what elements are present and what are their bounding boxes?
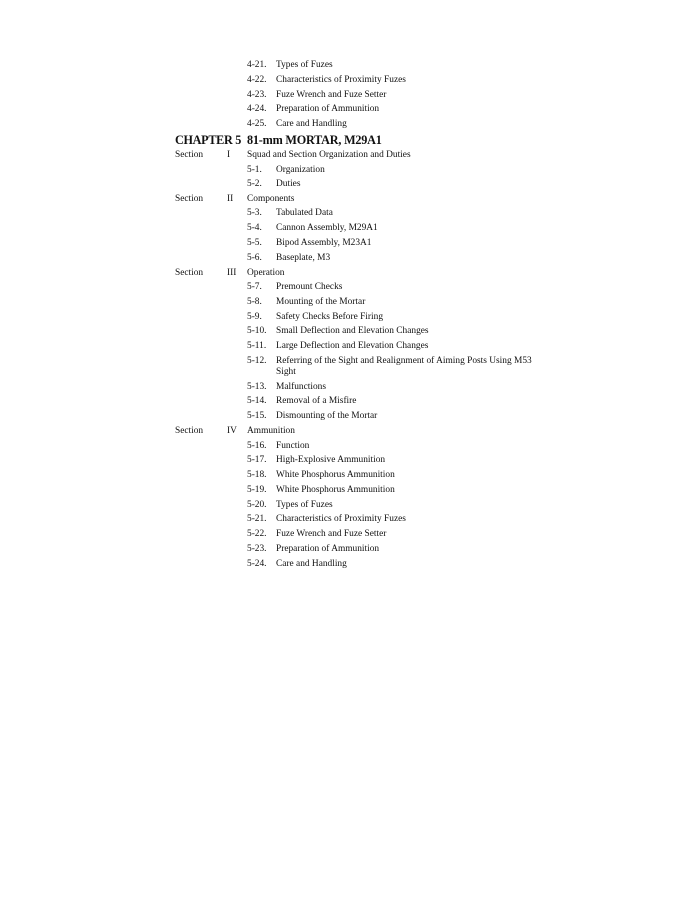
section-label: Section bbox=[175, 150, 204, 160]
entry-number: 5-19. bbox=[247, 485, 267, 495]
chapter-title: 81-mm MORTAR, M29A1 bbox=[247, 133, 382, 147]
entry-title: Malfunctions bbox=[276, 382, 326, 392]
entry-title: Preparation of Ammunition bbox=[276, 104, 380, 114]
entry-title: Characteristics of Proximity Fuzes bbox=[276, 514, 406, 524]
entry-title: Premount Checks bbox=[276, 282, 343, 292]
entry-title: Fuze Wrench and Fuze Setter bbox=[276, 529, 387, 539]
entry-title: Characteristics of Proximity Fuzes bbox=[276, 75, 406, 85]
entry-number: 4-22. bbox=[247, 75, 267, 85]
entry-title: High-Explosive Ammunition bbox=[276, 455, 386, 465]
section-title: Ammunition bbox=[247, 426, 295, 436]
entry-number: 5-18. bbox=[247, 470, 267, 480]
entry-number: 4-23. bbox=[247, 90, 267, 100]
entry-number: 5-3. bbox=[247, 208, 262, 218]
entry-title: Large Deflection and Elevation Changes bbox=[276, 341, 429, 351]
entry-title: Types of Fuzes bbox=[276, 500, 333, 510]
section-number: II bbox=[227, 194, 234, 204]
entry-number: 5-2. bbox=[247, 179, 262, 189]
section-number: III bbox=[227, 268, 237, 278]
entry-number: 5-11. bbox=[247, 341, 267, 351]
entry-number: 5-4. bbox=[247, 223, 262, 233]
chapter-label: CHAPTER 5 bbox=[175, 133, 242, 147]
entry-title: Referring of the Sight and Realignment of Aiming Posts Using M53 Sight bbox=[276, 356, 532, 377]
entry-number: 4-24. bbox=[247, 104, 267, 114]
entry-title: Care and Handling bbox=[276, 119, 347, 129]
section-label: Section bbox=[175, 194, 204, 204]
entry-number: 5-12. bbox=[247, 356, 267, 366]
entry-title: Removal of a Misfire bbox=[276, 396, 357, 406]
entry-number: 5-13. bbox=[247, 382, 267, 392]
entry-number: 5-16. bbox=[247, 441, 267, 451]
entry-number: 5-5. bbox=[247, 238, 262, 248]
entry-number: 5-22. bbox=[247, 529, 267, 539]
entry-number: 5-9. bbox=[247, 312, 262, 322]
entry-number: 5-10. bbox=[247, 326, 267, 336]
entry-number: 5-14. bbox=[247, 396, 267, 406]
section-title: Components bbox=[247, 194, 295, 204]
section-number: IV bbox=[227, 426, 237, 436]
entry-number: 5-17. bbox=[247, 455, 267, 465]
entry-number: 5-1. bbox=[247, 165, 262, 175]
entry-title: Small Deflection and Elevation Changes bbox=[276, 326, 429, 336]
entry-title: Organization bbox=[276, 165, 325, 175]
entry-title: Cannon Assembly, M29A1 bbox=[276, 223, 378, 233]
entry-number: 5-7. bbox=[247, 282, 262, 292]
entry-number: 5-15. bbox=[247, 411, 267, 421]
entry-title: Fuze Wrench and Fuze Setter bbox=[276, 90, 387, 100]
entry-title: Tabulated Data bbox=[276, 208, 333, 218]
entry-title: Mounting of the Mortar bbox=[276, 297, 366, 307]
entry-title: Baseplate, M3 bbox=[276, 253, 331, 263]
entry-number: 4-25. bbox=[247, 119, 267, 129]
section-label: Section bbox=[175, 268, 204, 278]
section-label: Section bbox=[175, 426, 204, 436]
entry-number: 5-20. bbox=[247, 500, 267, 510]
entry-title: Dismounting of the Mortar bbox=[276, 411, 378, 421]
entry-number: 5-23. bbox=[247, 544, 267, 554]
section-title: Operation bbox=[247, 268, 285, 278]
section-title: Squad and Section Organization and Duties bbox=[247, 150, 411, 160]
entry-number: 4-21. bbox=[247, 60, 267, 70]
entry-title: Safety Checks Before Firing bbox=[276, 312, 384, 322]
entry-number: 5-6. bbox=[247, 253, 262, 263]
section-number: I bbox=[227, 150, 231, 160]
entry-number: 5-24. bbox=[247, 559, 267, 569]
entry-number: 5-8. bbox=[247, 297, 262, 307]
entry-number: 5-21. bbox=[247, 514, 267, 524]
entry-title: Bipod Assembly, M23A1 bbox=[276, 238, 372, 248]
entry-title: White Phosphorus Ammunition bbox=[276, 470, 395, 480]
entry-title: Care and Handling bbox=[276, 559, 347, 569]
entry-title: Preparation of Ammunition bbox=[276, 544, 380, 554]
entry-title: Duties bbox=[276, 179, 301, 189]
entry-title: Function bbox=[276, 441, 310, 451]
entry-title: Types of Fuzes bbox=[276, 60, 333, 70]
entry-title: White Phosphorus Ammunition bbox=[276, 485, 395, 495]
